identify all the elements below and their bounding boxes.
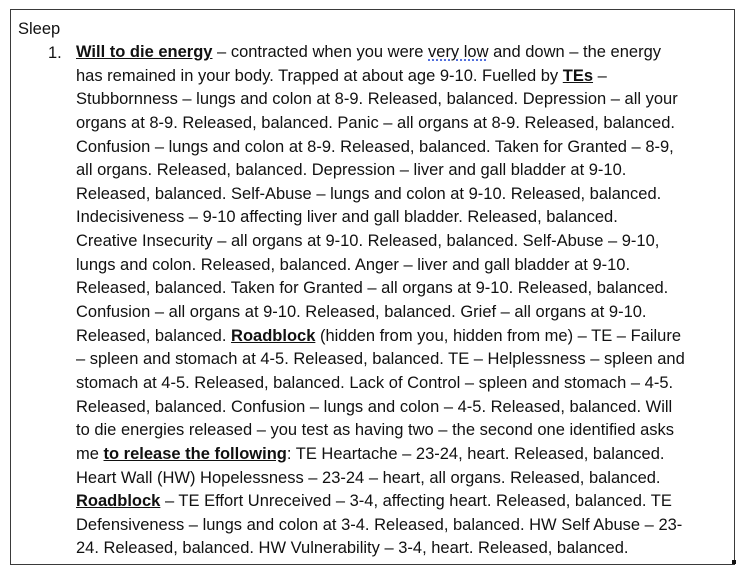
- paragraph-line: [76, 372, 726, 396]
- paragraph-line: [76, 41, 726, 65]
- emphasized-term: to release the following: [103, 444, 287, 463]
- paragraph-line: [76, 277, 726, 301]
- paragraph-line: [76, 183, 726, 207]
- paragraph-line: [76, 65, 726, 89]
- paragraph-line: [76, 159, 726, 183]
- paragraph-line: [76, 88, 726, 112]
- text-run: Confusion – all organs at 9-10. Released, balanced. Grief – all organs at 9-10.: [76, 303, 647, 322]
- paragraph-line: [76, 443, 726, 467]
- paragraph-line: [76, 514, 726, 538]
- text-run: – TE Effort Unreceived – 3-4, affecting heart. Released, balanced. TE: [160, 492, 672, 511]
- text-run: Released, balanced. Confusion – lungs and colon – 4-5. Released, balanced. Will: [76, 397, 673, 416]
- section-heading: Sleep: [18, 20, 61, 38]
- paragraph-mark: [732, 560, 736, 564]
- text-run: Indecisiveness – 9-10 affecting liver and gall bladder. Released, balanced.: [76, 208, 618, 227]
- text-run: organs at 8-9. Released, balanced. Panic – all organs at 8-9. Released, balanced.: [76, 113, 675, 132]
- text-run: lungs and colon. Released, balanced. Anger – liver and gall bladder at 9-10.: [76, 255, 631, 274]
- text-run: and down – the energy: [488, 43, 661, 61]
- text-run: 24. Released, balanced. HW Vulnerability – 3-4, heart. Released, balanced.: [76, 539, 629, 558]
- emphasized-term: Will to die energy: [76, 43, 213, 61]
- paragraph-line: [76, 230, 726, 254]
- text-run: all organs. Released, balanced. Depression – liver and gall bladder at 9-10.: [76, 161, 627, 180]
- text-run: – spleen and stomach at 4-5. Released, balanced. TE – Helplessness – spleen and: [76, 350, 685, 369]
- paragraph-line: [76, 325, 726, 349]
- grammar-flagged-text: very low: [428, 43, 489, 61]
- paragraph-line: [76, 301, 726, 325]
- paragraph-line: [76, 396, 726, 420]
- paragraph-line: [76, 348, 726, 372]
- emphasized-term: Roadblock: [231, 326, 316, 345]
- text-run: Released, balanced.: [76, 326, 232, 345]
- text-run: –: [593, 66, 607, 85]
- paragraph-line: [76, 136, 726, 160]
- text-run: Stubbornness – lungs and colon at 8-9. Released, balanced. Depression – all your: [76, 90, 678, 109]
- text-run: Defensiveness – lungs and colon at 3-4. Released, balanced. HW Self Abuse – 23-: [76, 515, 683, 534]
- emphasized-term: Roadblock: [76, 492, 161, 511]
- text-run: : TE Heartache – 23-24, heart. Released, balanced.: [286, 444, 665, 463]
- text-run: to die energies released – you test as having two – the second one identified asks: [76, 421, 675, 440]
- paragraph-line: [76, 537, 726, 561]
- paragraph-line: [76, 490, 726, 514]
- text-run: Creative Insecurity – all organs at 9-10. Released, balanced. Self-Abuse – 9-10,: [76, 232, 660, 251]
- text-run: Released, balanced. Self-Abuse – lungs and colon at 9-10. Released, balanced.: [76, 184, 662, 203]
- text-run: (hidden from you, hidden from me) – TE – Failure: [315, 326, 682, 345]
- text-run: Heart Wall (HW) Hopelessness – 23-24 – heart, all organs. Released, balanced.: [76, 468, 661, 487]
- paragraph-line: [76, 112, 726, 136]
- text-run: – contracted when you were: [212, 43, 429, 61]
- paragraph-line: [76, 206, 726, 230]
- emphasized-term: TEs: [562, 66, 594, 85]
- paragraph-line: [76, 467, 726, 491]
- text-run: me: [76, 444, 104, 463]
- text-run: has remained in your body. Trapped at about age 9-10. Fuelled by: [76, 66, 563, 85]
- paragraph-line: [76, 419, 726, 443]
- list-item-paragraph: [76, 41, 726, 561]
- list-item-number: 1.: [48, 44, 62, 62]
- paragraph-line: [76, 254, 726, 278]
- text-run: Released, balanced. Taken for Granted – all organs at 9-10. Released, balanced.: [76, 279, 669, 298]
- text-run: Confusion – lungs and colon at 8-9. Released, balanced. Taken for Granted – 8-9,: [76, 137, 674, 156]
- text-run: stomach at 4-5. Released, balanced. Lack of Control – spleen and stomach – 4-5.: [76, 373, 674, 392]
